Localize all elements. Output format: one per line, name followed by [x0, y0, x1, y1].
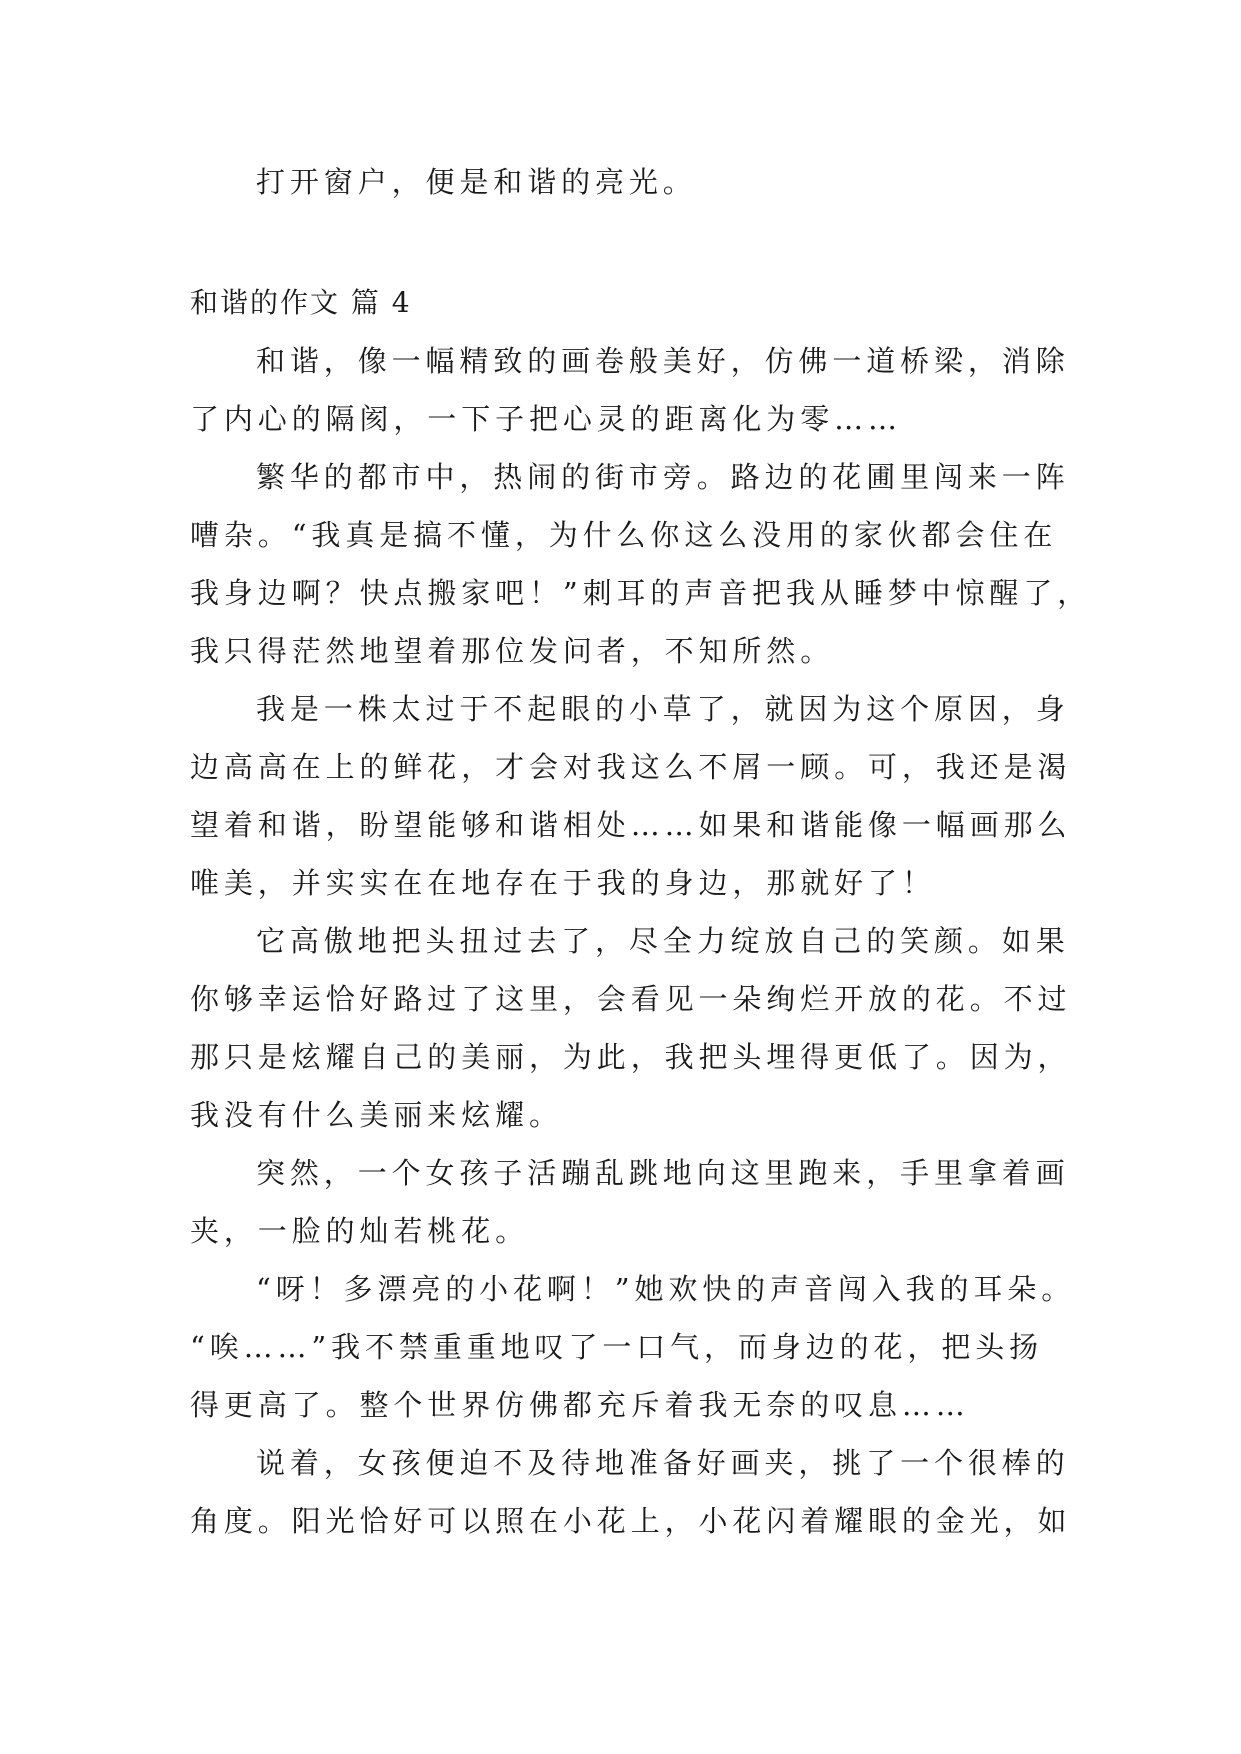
paragraph-line: “呀！多漂亮的小花啊！”她欢快的声音闯入我的耳朵。: [256, 1272, 1076, 1306]
paragraph-line: 得更高了。整个世界仿佛都充斥着我无奈的叹息……: [190, 1388, 970, 1422]
paragraph-line: “唉……”我不禁重重地叹了一口气，而身边的花，把头扬: [190, 1330, 1044, 1364]
paragraph-line: 突然，一个女孩子活蹦乱跳地向这里跑来，手里拿着画: [256, 1156, 1070, 1190]
paragraph-line: 你够幸运恰好路过了这里，会看见一朵绚烂开放的花。不过: [190, 982, 1072, 1016]
paragraph-line: 我是一株太过于不起眼的小草了，就因为这个原因，身: [256, 692, 1070, 726]
paragraph-line: 和谐，像一幅精致的画卷般美好，仿佛一道桥梁，消除: [256, 344, 1070, 378]
section-heading: 和谐的作文 篇 4: [190, 286, 412, 319]
paragraph-line: 我身边啊？快点搬家吧！”刺耳的声音把我从睡梦中惊醒了，: [190, 576, 1092, 610]
paragraph-line: 了内心的隔阂，一下子把心灵的距离化为零……: [190, 402, 902, 436]
intro-line: 打开窗户，便是和谐的亮光。: [256, 165, 697, 199]
paragraph-line: 说着，女孩便迫不及待地准备好画夹，挑了一个很棒的: [256, 1446, 1070, 1480]
paragraph-line: 嘈杂。“我真是搞不懂，为什么你这么没用的家伙都会住在: [190, 518, 1058, 552]
paragraph-line: 边高高在上的鲜花，才会对我这么不屑一顾。可，我还是渴: [190, 750, 1072, 784]
paragraph-line: 那只是炫耀自己的美丽，为此，我把头埋得更低了。因为，: [190, 1040, 1072, 1074]
paragraph-line: 唯美，并实实在在地存在于我的身边，那就好了！: [190, 866, 936, 900]
paragraph-line: 我没有什么美丽来炫耀。: [190, 1098, 563, 1132]
paragraph-line: 角度。阳光恰好可以照在小花上，小花闪着耀眼的金光，如: [190, 1504, 1072, 1538]
paragraph-line: 我只得茫然地望着那位发问者，不知所然。: [190, 634, 835, 668]
paragraph-line: 繁华的都市中，热闹的街市旁。路边的花圃里闯来一阵: [256, 460, 1070, 494]
paragraph-line: 望着和谐，盼望能够和谐相处……如果和谐能像一幅画那么: [190, 808, 1072, 842]
paragraph-line: 它高傲地把头扭过去了，尽全力绽放自己的笑颜。如果: [256, 924, 1070, 958]
paragraph-line: 夹，一脸的灿若桃花。: [190, 1214, 530, 1248]
